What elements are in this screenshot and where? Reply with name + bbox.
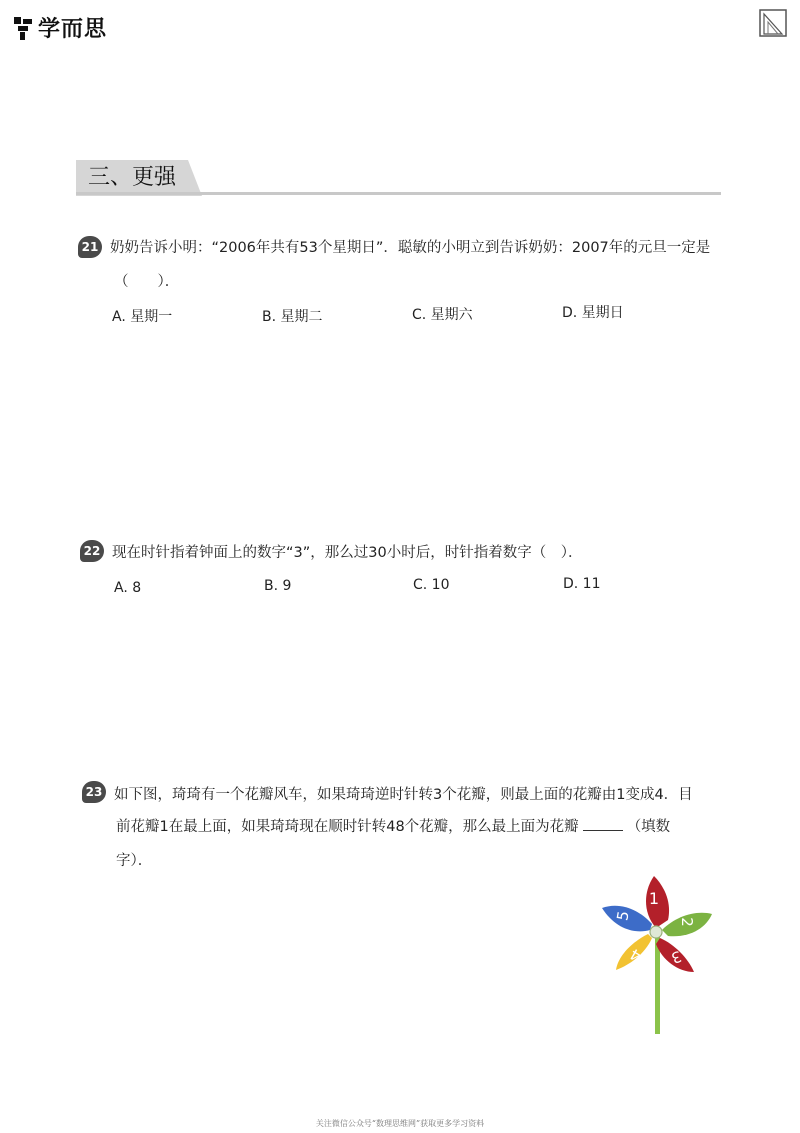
question-22-text: 现在时针指着钟面上的数字“3”，那么过30小时后，时针指着数字（ ）． xyxy=(112,545,583,561)
corner-stamp-icon xyxy=(758,8,788,38)
question-22-option-b: B. 9 xyxy=(264,578,292,594)
question-21-option-c: C. 星期六 xyxy=(412,307,473,323)
pinwheel-petal-2-label: 2 xyxy=(678,917,696,927)
question-23-text-line2-main: 前花瓣1在最上面，如果琦琦现在顺时针转48个花瓣，那么最上面为花瓣 xyxy=(116,819,579,835)
pinwheel-figure xyxy=(598,872,720,1040)
question-22-option-d: D. 11 xyxy=(563,576,601,592)
question-21-option-d: D. 星期日 xyxy=(562,305,624,321)
logo-text: 学而思 xyxy=(38,17,108,42)
answer-blank[interactable] xyxy=(583,818,623,831)
question-21-answer-blank: （ ）． xyxy=(114,274,180,290)
question-21-option-b: B. 星期二 xyxy=(262,309,323,325)
section-title: 三、更强 xyxy=(88,165,177,190)
pinwheel-petal-3-label: 3 xyxy=(668,946,684,968)
question-21-option-a: A. 星期一 xyxy=(112,309,173,325)
pinwheel-hub xyxy=(650,926,662,938)
pinwheel-petal-5-label: 5 xyxy=(613,909,633,923)
pinwheel-petal-1-label: 1 xyxy=(648,889,660,908)
footer-note: 关注微信公众号“数理思维网”获取更多学习资料 xyxy=(315,1119,485,1128)
section-divider xyxy=(76,192,721,195)
question-21-text: 奶奶告诉小明：“2006年共有53个星期日”．聪敏的小明立到告诉奶奶：2007年的元旦一定是 xyxy=(110,240,711,256)
question-22-option-a: A. 8 xyxy=(114,580,142,596)
brand-logo xyxy=(12,12,107,43)
question-23-text-line3: 字）． xyxy=(116,853,153,869)
pinwheel-petal-4-label: 4 xyxy=(626,944,645,966)
question-number-22: 22 xyxy=(80,540,104,562)
question-23-text-line2-end: （填数 xyxy=(626,819,671,835)
question-23-text-line2 xyxy=(116,817,670,837)
logo-icon xyxy=(12,15,34,41)
question-number-23: 23 xyxy=(82,781,106,803)
question-number-21: 21 xyxy=(78,236,102,258)
question-23-text: 如下图，琦琦有一个花瓣风车，如果琦琦逆时针转3个花瓣，则最上面的花瓣由1变成4．目 xyxy=(114,787,693,803)
question-22-option-c: C. 10 xyxy=(413,577,450,593)
